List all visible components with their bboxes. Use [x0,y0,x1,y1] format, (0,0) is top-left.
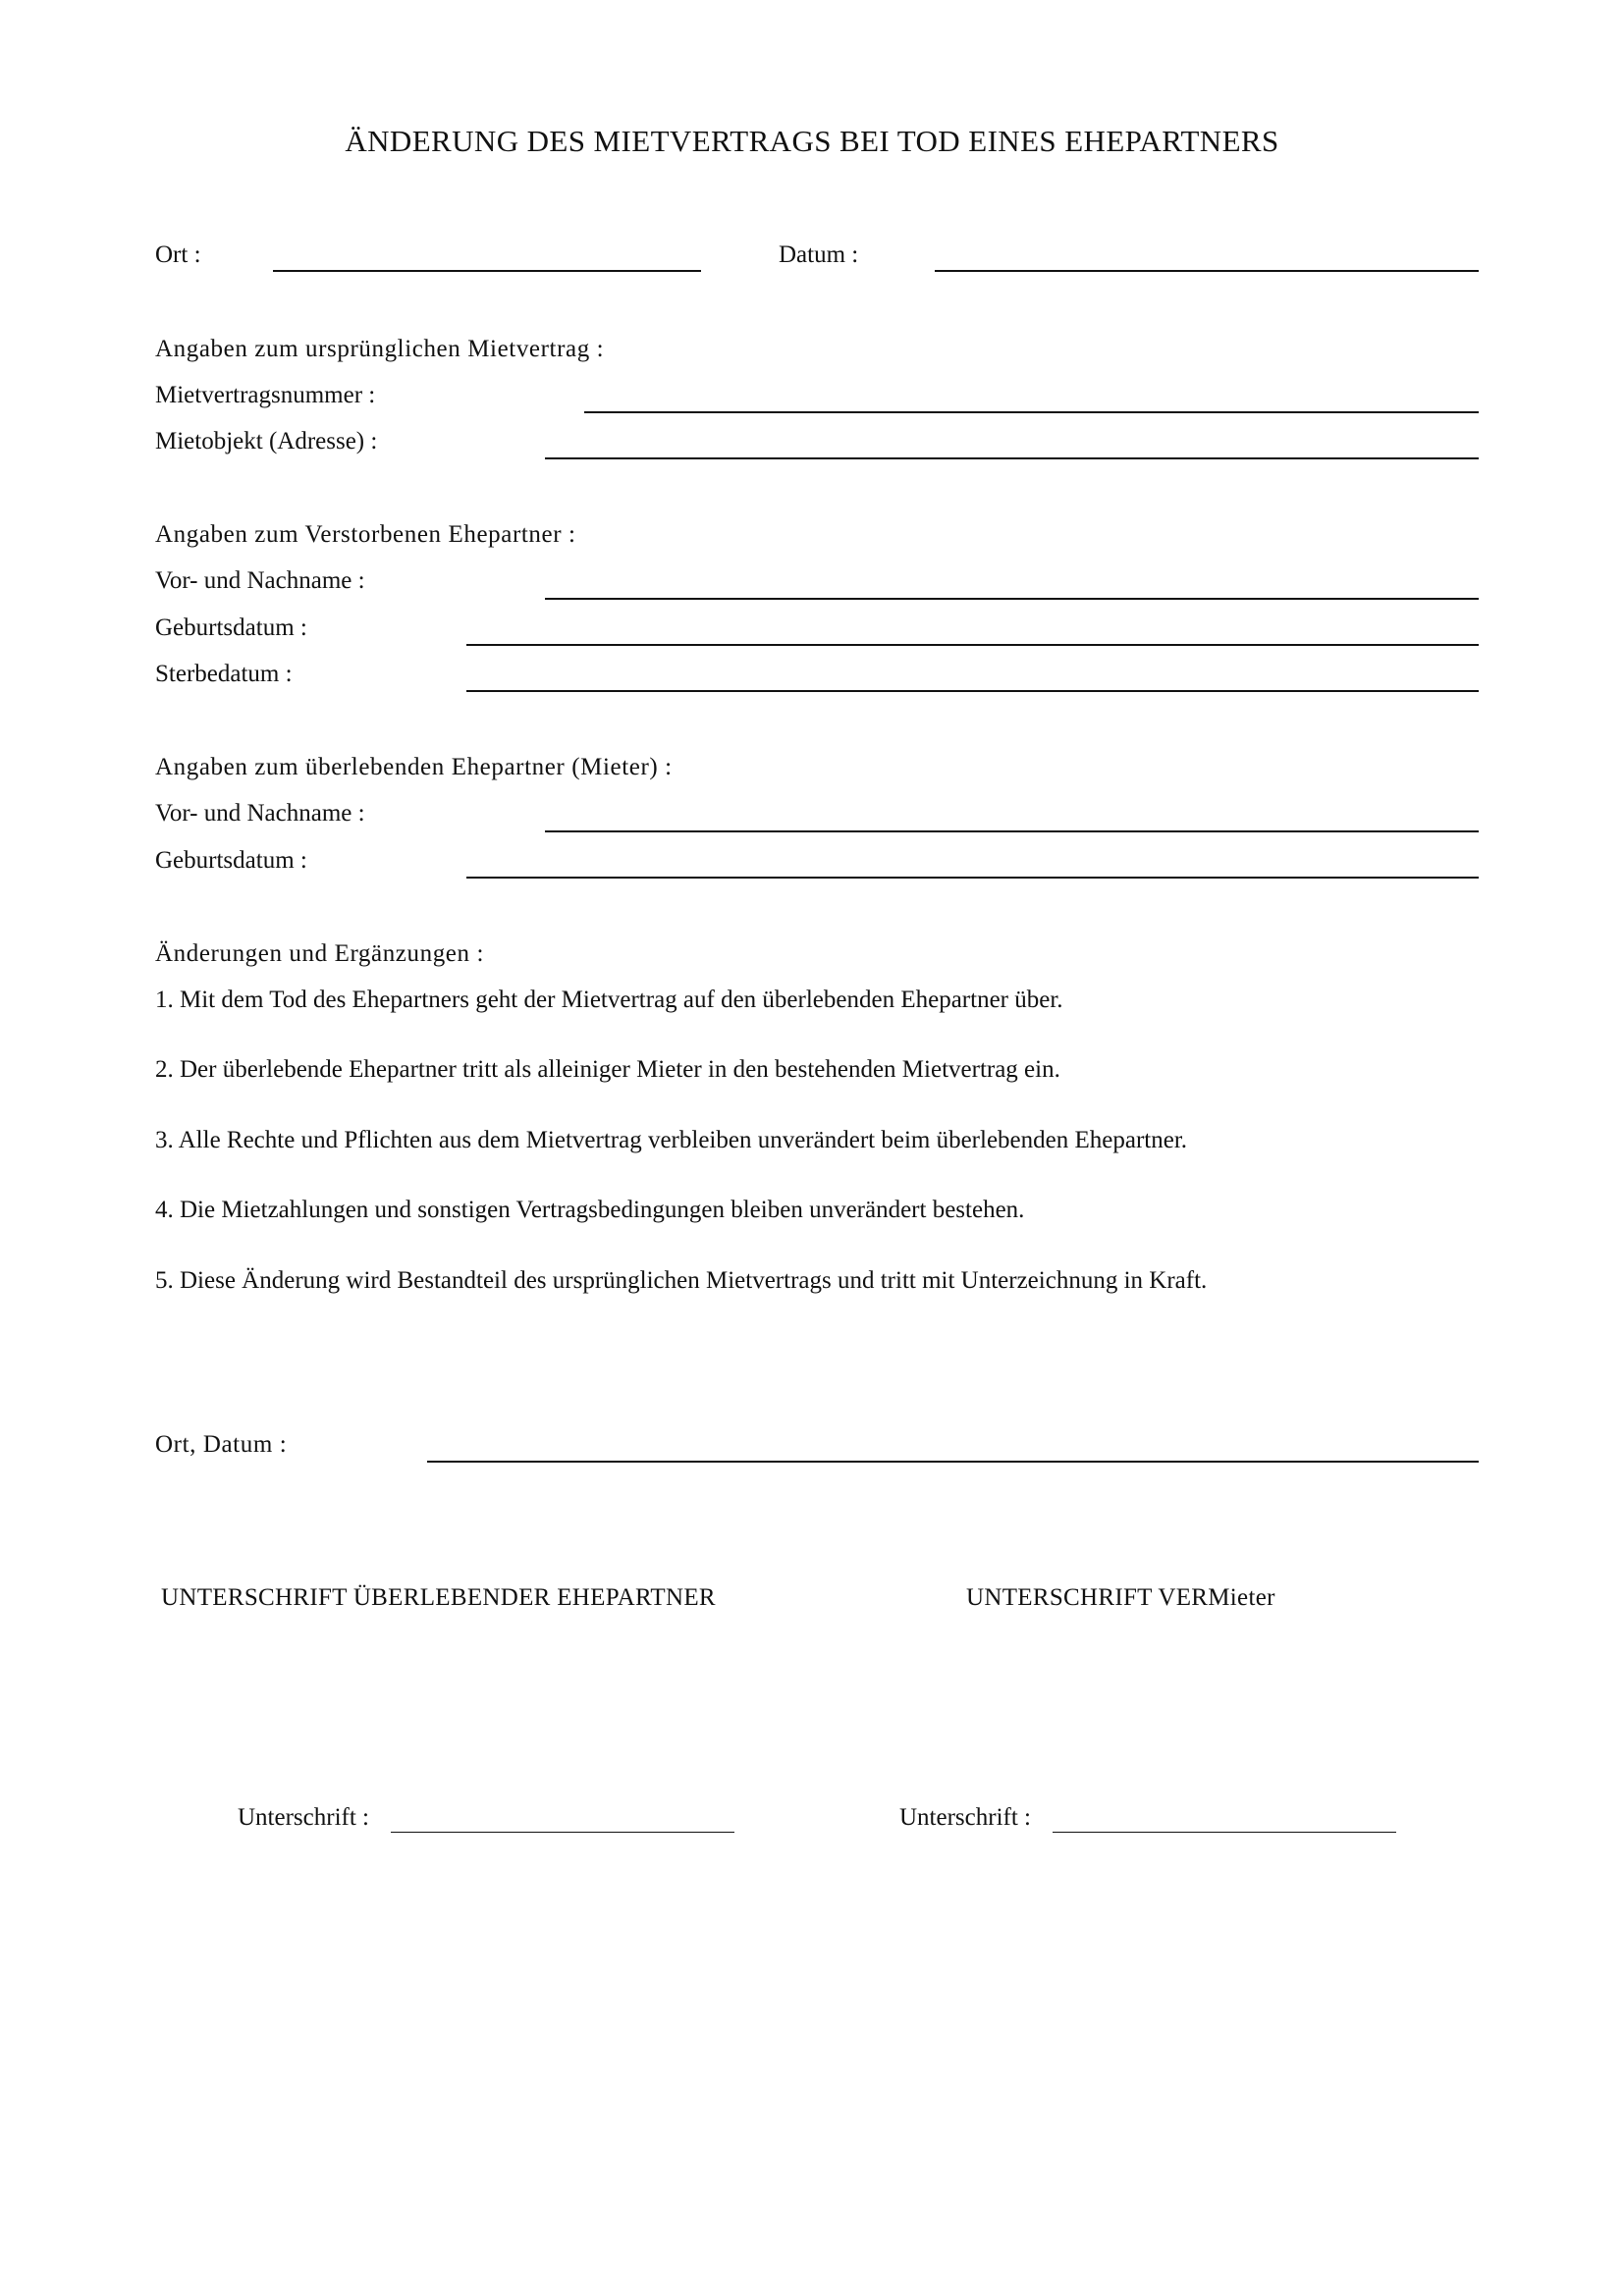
signature-field-surviving-spouse[interactable] [391,1832,734,1833]
property-address-label: Mietobjekt (Adresse) : [155,428,378,454]
clause-5: 5. Diese Änderung wird Bestandteil des ursprünglichen Mietvertrags und tritt mit Unterzeichnung in Kraft. [155,1267,1208,1294]
document-title: ÄNDERUNG DES MIETVERTRAGS BEI TOD EINES EHEPARTNERS [345,124,1279,158]
datum-label: Datum : [779,241,859,268]
signature-label-landlord: Unterschrift : [899,1804,1031,1831]
signature-field-landlord[interactable] [1053,1832,1396,1833]
contract-number-field[interactable] [584,411,1479,413]
section-heading-deceased-spouse: Angaben zum Verstorbenen Ehepartner : [155,521,576,548]
clause-1: 1. Mit dem Tod des Ehepartners geht der Mietvertrag auf den überlebenden Ehepartner über. [155,987,1063,1013]
deceased-name-label: Vor- und Nachname : [155,567,365,594]
signature-label-surviving-spouse: Unterschrift : [238,1804,369,1831]
deceased-birth-date-label: Geburtsdatum : [155,614,307,641]
clause-2: 2. Der überlebende Ehepartner tritt als alleiniger Mieter in den bestehenden Mietvertrag ein. [155,1056,1060,1083]
death-date-field[interactable] [466,690,1479,692]
surviving-name-field[interactable] [545,830,1479,832]
surviving-birth-date-label: Geburtsdatum : [155,847,307,874]
property-address-field[interactable] [545,457,1479,459]
section-heading-surviving-spouse: Angaben zum überlebenden Ehepartner (Mieter) : [155,754,673,780]
section-heading-changes: Änderungen und Ergänzungen : [155,940,485,967]
surviving-birth-date-field[interactable] [466,877,1479,879]
deceased-birth-date-field[interactable] [466,644,1479,646]
signature-heading-surviving-spouse: UNTERSCHRIFT ÜBERLEBENDER EHEPARTNER [161,1584,716,1611]
section-heading-original-contract: Angaben zum ursprünglichen Mietvertrag : [155,336,605,362]
deceased-name-field[interactable] [545,598,1479,600]
surviving-name-label: Vor- und Nachname : [155,800,365,827]
place-date-label: Ort, Datum : [155,1431,288,1458]
ort-label: Ort : [155,241,201,268]
ort-field[interactable] [273,270,701,272]
signature-heading-landlord: UNTERSCHRIFT VERMieter [966,1584,1275,1611]
datum-field[interactable] [935,270,1479,272]
clause-3: 3. Alle Rechte und Pflichten aus dem Mietvertrag verbleiben unverändert beim überlebenden Ehepartner. [155,1127,1188,1153]
death-date-label: Sterbedatum : [155,661,293,687]
clause-4: 4. Die Mietzahlungen und sonstigen Vertragsbedingungen bleiben unverändert bestehen. [155,1197,1025,1223]
place-date-field[interactable] [427,1461,1479,1463]
contract-number-label: Mietvertragsnummer : [155,382,376,408]
